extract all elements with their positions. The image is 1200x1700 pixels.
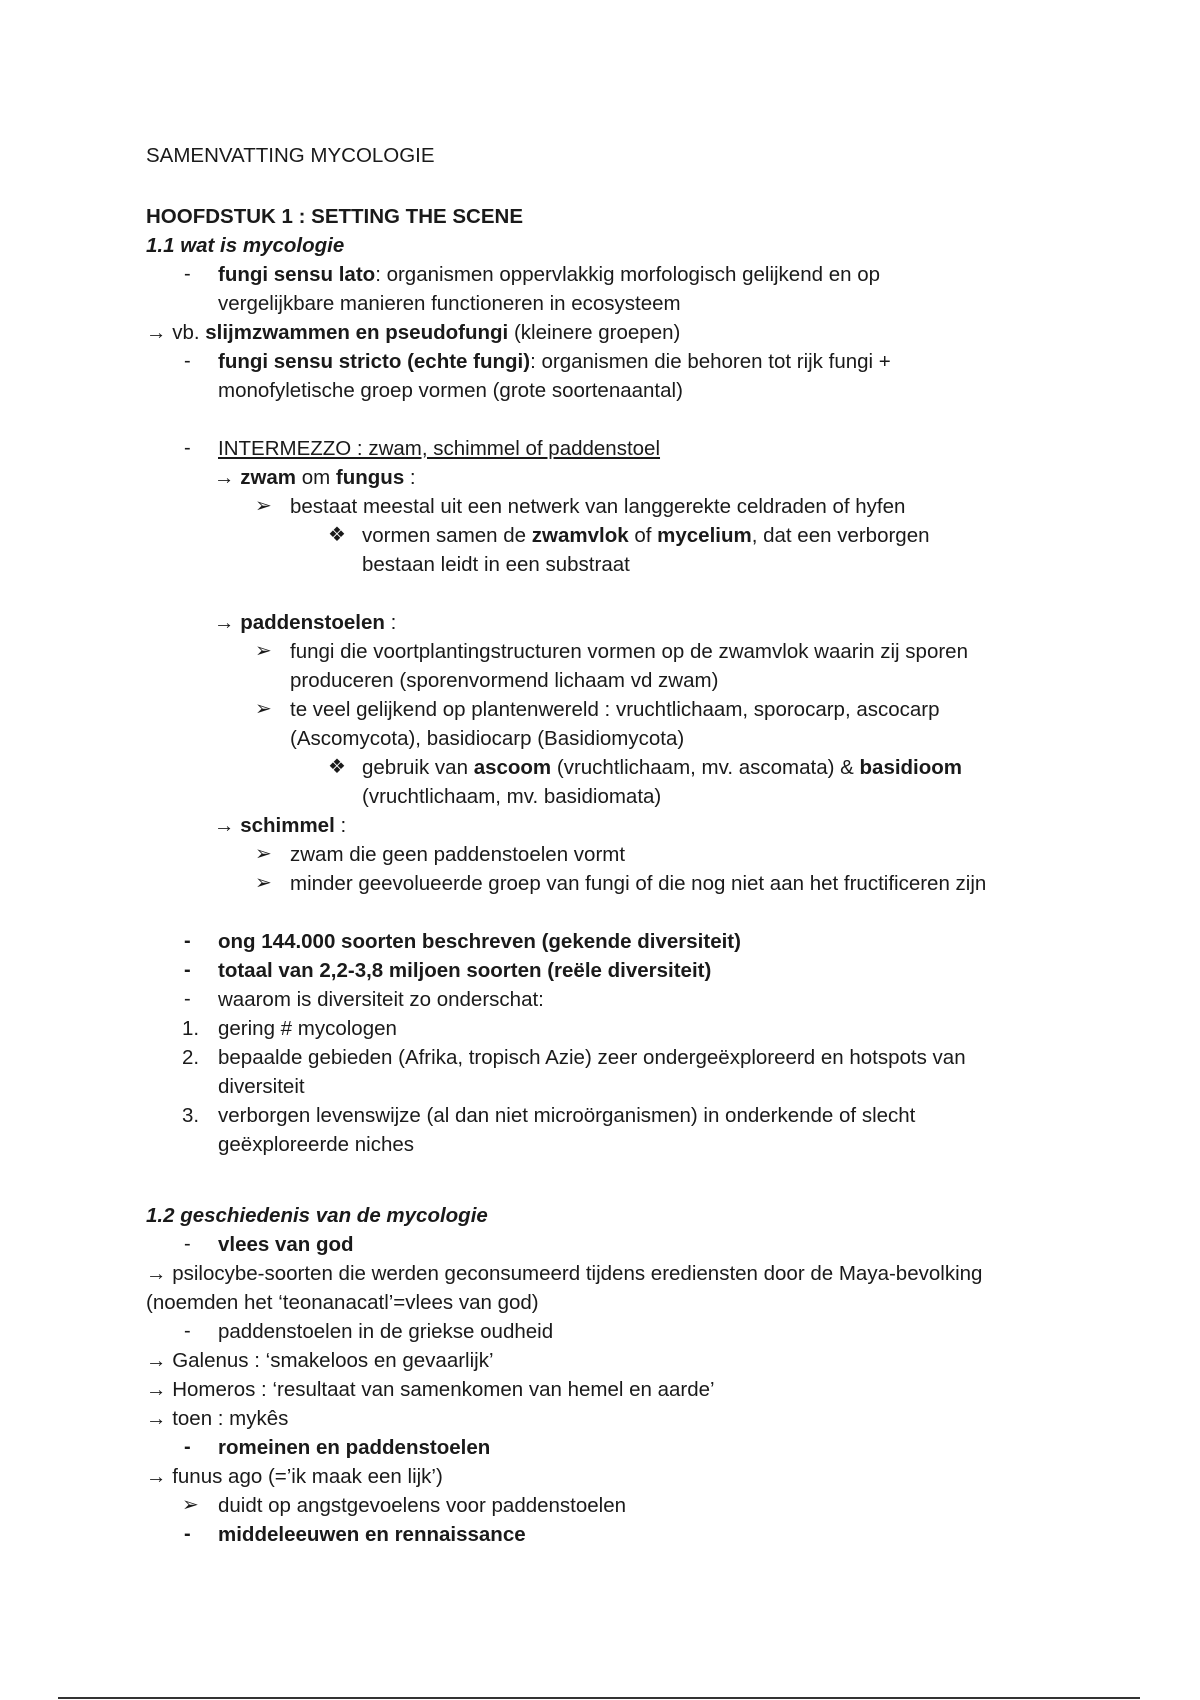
text: → vb. — [146, 321, 206, 344]
text: : — [334, 814, 347, 837]
list-item-lato-cont: vergelijkbare manieren functioneren in ecosysteem — [218, 292, 681, 315]
text: → — [214, 611, 241, 634]
text: (kleinere groepen) — [508, 321, 681, 344]
list-item-stricto-cont: monofyletische groep vormen (grote soortenaantal) — [218, 379, 683, 402]
intermezzo-heading: INTERMEZZO : zwam, schimmel of paddenstoel — [218, 437, 661, 460]
text: : organismen oppervlakkig morfologisch gelijkend en op — [375, 263, 880, 286]
god-line-1: → psilocybe-soorten die werden geconsumeerd tijdens erediensten door de Maya-bevolking — [146, 1262, 983, 1285]
text: → — [214, 466, 241, 489]
subheading-romeinen: romeinen en paddenstoelen — [218, 1436, 491, 1459]
list-number: 2. — [182, 1046, 200, 1069]
funus-line: → funus ago (=’ik maak een lijk’) — [146, 1465, 443, 1488]
numbered-item-3: verborgen levenswijze (al dan niet microörganismen) in onderkende of slecht — [218, 1104, 916, 1127]
page-bottom-rule — [58, 1697, 1140, 1699]
term-ascoom: ascoom — [473, 756, 552, 779]
pad-sub-2a — [362, 753, 962, 782]
zwam-heading — [214, 463, 416, 492]
term-fungus: fungus — [335, 466, 405, 489]
term-zwamvlok: zwamvlok — [531, 524, 629, 547]
toen-line: → toen : mykês — [146, 1407, 289, 1430]
arrowhead-bullet: ➢ — [255, 872, 272, 894]
text: : organismen die behoren tot rijk fungi + — [530, 350, 891, 373]
paddenstoelen-heading — [214, 608, 396, 637]
term-schimmel: schimmel — [240, 814, 335, 837]
dash-bullet: - — [184, 1233, 191, 1255]
term-zwam: zwam — [240, 466, 297, 489]
text: vormen samen de — [362, 524, 532, 547]
zwam-sub-1a — [362, 521, 930, 550]
homeros-line: → Homeros : ‘resultaat van samenkomen van hemel en aarde’ — [146, 1378, 715, 1401]
text: , dat een verborgen — [751, 524, 930, 547]
text: : — [404, 466, 416, 489]
schimmel-heading — [214, 811, 346, 840]
numbered-item-1: gering # mycologen — [218, 1017, 397, 1040]
god-line-2: (noemden het ‘teonanacatl’=vlees van god) — [146, 1291, 539, 1314]
dash-bullet: - — [184, 350, 191, 372]
diamond-bullet: ❖ — [328, 756, 346, 778]
diversity-1: ong 144.000 soorten beschreven (gekende diversiteit) — [218, 930, 741, 953]
pad-sub-2: te veel gelijkend op plantenwereld : vruchtlichaam, sporocarp, ascocarp — [290, 698, 940, 721]
galenus-line: → Galenus : ‘smakeloos en gevaarlijk’ — [146, 1349, 494, 1372]
diversity-2: totaal van 2,2-3,8 miljoen soorten (reële diversiteit) — [218, 959, 712, 982]
text: → — [214, 814, 241, 837]
pad-sub-2a-cont: (vruchtlichaam, mv. basidiomata) — [362, 785, 662, 808]
term-paddenstoelen: paddenstoelen — [240, 611, 385, 634]
pad-sub-1: fungi die voortplantingstructuren vormen op de zwamvlok waarin zij sporen — [290, 640, 968, 663]
sch-sub-1: zwam die geen paddenstoelen vormt — [290, 843, 626, 866]
numbered-item-2-cont: diversiteit — [218, 1075, 305, 1098]
dash-bullet: - — [184, 1523, 191, 1545]
list-number: 1. — [182, 1017, 200, 1040]
numbered-item-3-cont: geëxploreerde niches — [218, 1133, 415, 1156]
section-heading-1-1: 1.1 wat is mycologie — [146, 234, 345, 257]
text: : — [384, 611, 397, 634]
arrowhead-bullet: ➢ — [255, 495, 272, 517]
chapter-heading: HOOFDSTUK 1 : SETTING THE SCENE — [146, 205, 523, 228]
numbered-item-2: bepaalde gebieden (Afrika, tropisch Azie) zeer ondergeëxploreerd en hotspots van — [218, 1046, 966, 1069]
dash-bullet: - — [184, 1320, 191, 1342]
section-heading-1-2: 1.2 geschiedenis van de mycologie — [146, 1204, 488, 1227]
dash-bullet: - — [184, 988, 191, 1010]
term-lato: fungi sensu lato — [218, 263, 376, 286]
dash-bullet: - — [184, 1436, 191, 1458]
arrowhead-bullet: ➢ — [182, 1494, 199, 1516]
document-title: SAMENVATTING MYCOLOGIE — [146, 144, 435, 167]
text: gebruik van — [362, 756, 474, 779]
term-stricto: fungi sensu stricto (echte fungi) — [218, 350, 531, 373]
zwam-sub-1a-cont: bestaan leidt in een substraat — [362, 553, 630, 576]
dash-bullet: - — [184, 930, 191, 952]
dash-bullet: - — [184, 959, 191, 981]
diamond-bullet: ❖ — [328, 524, 346, 546]
arrowhead-bullet: ➢ — [255, 843, 272, 865]
sch-sub-2: minder geevolueerde groep van fungi of die nog niet aan het fructificeren zijn — [290, 872, 987, 895]
example-line — [146, 318, 680, 347]
subheading-griekse-oudheid: paddenstoelen in de griekse oudheid — [218, 1320, 554, 1343]
dash-bullet: - — [184, 437, 191, 459]
dash-bullet: - — [184, 263, 191, 285]
subheading-vlees-van-god: vlees van god — [218, 1233, 354, 1256]
arrowhead-bullet: ➢ — [255, 698, 272, 720]
text: (vruchtlichaam, mv. ascomata) & — [551, 756, 860, 779]
list-number: 3. — [182, 1104, 200, 1127]
zwam-sub-1: bestaat meestal uit een netwerk van langgerekte celdraden of hyfen — [290, 495, 906, 518]
pad-sub-2-cont: (Ascomycota), basidiocarp (Basidiomycota) — [290, 727, 685, 750]
text: om — [296, 466, 336, 489]
pad-sub-1-cont: produceren (sporenvormend lichaam vd zwam) — [290, 669, 719, 692]
term-basidioom: basidioom — [859, 756, 963, 779]
term-mycelium: mycelium — [657, 524, 752, 547]
arrowhead-bullet: ➢ — [255, 640, 272, 662]
subheading-middeleeuwen: middeleeuwen en rennaissance — [218, 1523, 526, 1546]
list-item-lato — [218, 260, 880, 289]
term-slijmzwammen: slijmzwammen en pseudofungi — [205, 321, 509, 344]
angst-line: duidt op angstgevoelens voor paddenstoelen — [218, 1494, 627, 1517]
list-item-stricto — [218, 347, 891, 376]
diversity-3: waarom is diversiteit zo onderschat: — [218, 988, 544, 1011]
text: of — [628, 524, 658, 547]
